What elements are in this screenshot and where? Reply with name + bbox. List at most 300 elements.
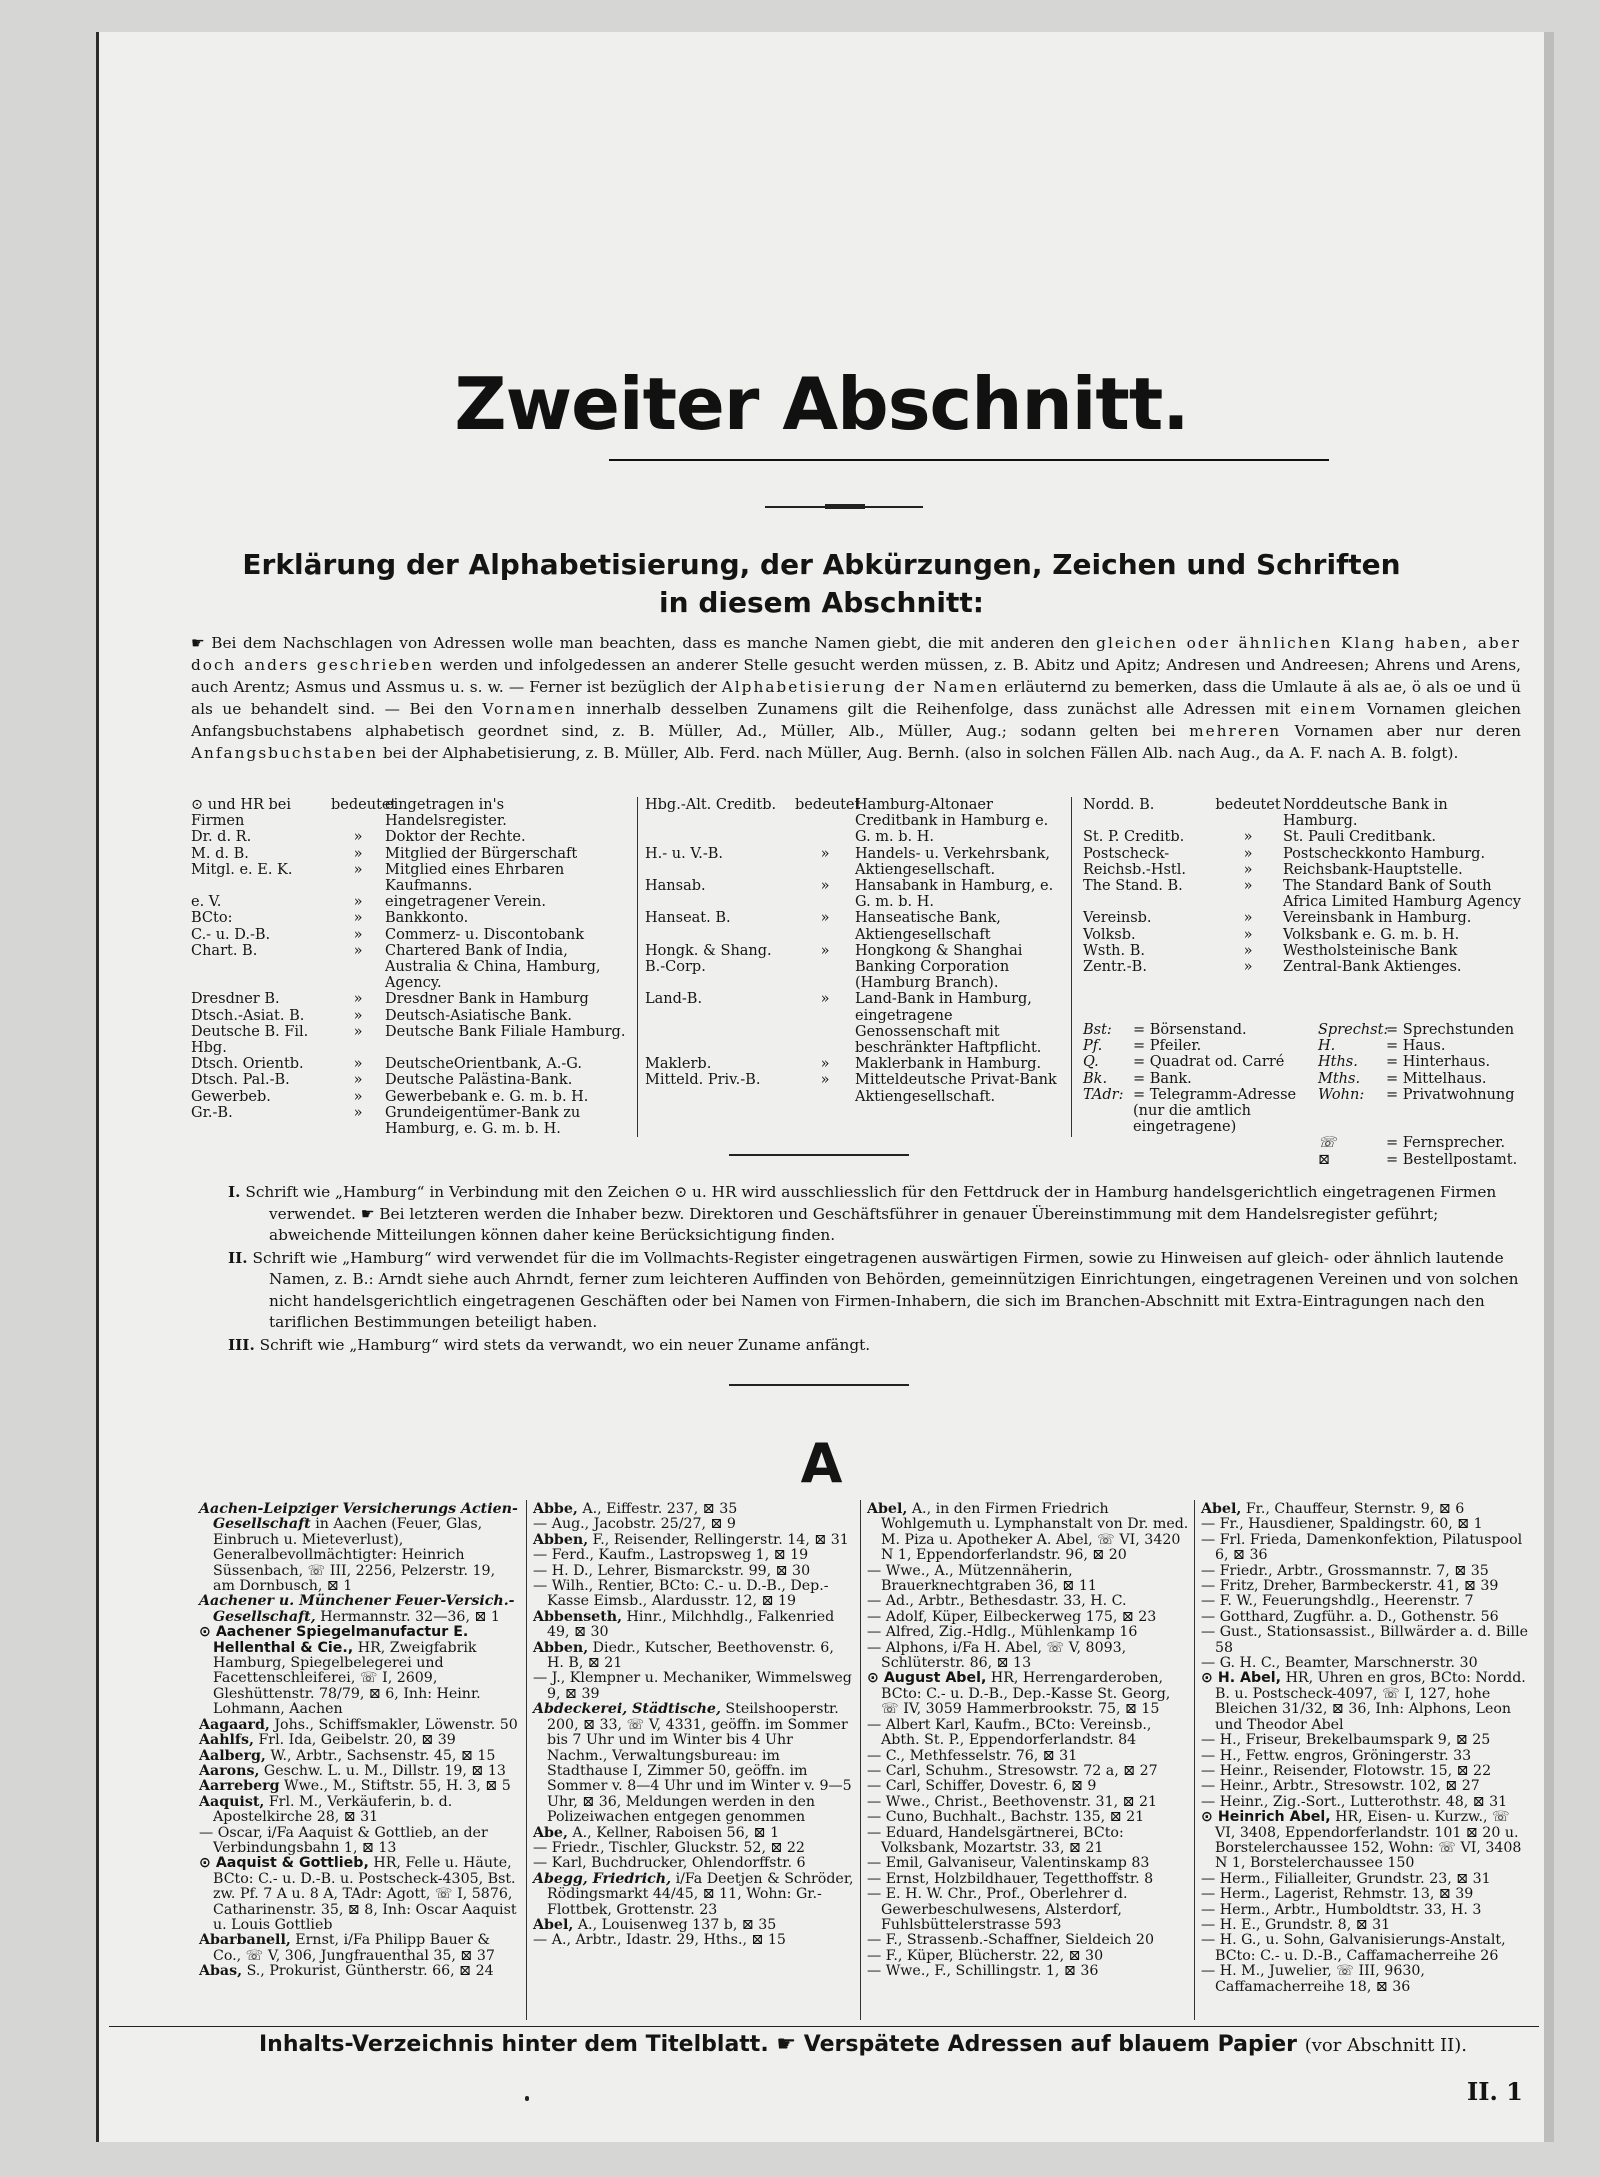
entry-details: — Gust., Stationsassist., Billwärder a. d. Bille 58 bbox=[1201, 1624, 1529, 1656]
abbreviation-meaning-marker: » bbox=[820, 878, 830, 895]
abbreviation-value: Mitglied der Bürgerschaft bbox=[385, 845, 578, 862]
entry-details: i/Fa Deetjen & Schröder, Rödingsmarkt 44/45, ⊠ 11, Wohn: Gr.-Flottbek, Grottenstr. 23 bbox=[547, 1870, 854, 1918]
abbreviation-key: C.- u. D.-B. bbox=[191, 926, 271, 943]
entry-details: Ernst, i/Fa Philipp Bauer & Co., ☏ V, 306, Jungfrauenthal 35, ⊠ 37 bbox=[213, 1932, 495, 1964]
directory-entry bbox=[533, 1872, 855, 1918]
entry-details: — Emil, Galvaniseur, Valentinskamp 83 bbox=[867, 1855, 1150, 1872]
entry-name: ⊙ August Abel, bbox=[867, 1670, 987, 1687]
symbol-key: Pf. bbox=[1083, 1038, 1103, 1055]
abbreviation-key: Mitteld. Priv.-B. bbox=[645, 1072, 761, 1089]
abbreviation-key: Dtsch.-Asiat. B. bbox=[191, 1007, 305, 1024]
directory-entry bbox=[867, 1779, 1189, 1794]
column-separator bbox=[1071, 797, 1072, 1137]
abbreviation-value: Grundeigentümer-Bank zu Hamburg, e. G. m. b. H. bbox=[385, 1104, 581, 1138]
symbol-value: = Pfeiler. bbox=[1133, 1038, 1202, 1055]
entry-details: — H. E., Grundstr. 8, ⊠ 31 bbox=[1201, 1916, 1391, 1933]
explanation-heading-line1: Erklärung der Alphabetisierung, der Abkürzungen, Zeichen und Schriften bbox=[242, 548, 1401, 581]
entry-details: — Wwe., Christ., Beethovenstr. 31, ⊠ 21 bbox=[867, 1793, 1158, 1810]
directory-entry bbox=[533, 1671, 855, 1702]
entry-details: — A., Arbtr., Idastr. 29, Hths., ⊠ 15 bbox=[533, 1932, 786, 1949]
intro-text-5-spaced: mehreren bbox=[1189, 722, 1282, 740]
abbreviation-value: DeutscheOrientbank, A.-G. bbox=[385, 1056, 582, 1073]
abbreviation-row bbox=[1083, 959, 1523, 975]
entry-details: — Adolf, Küper, Eilbeckerweg 175, ⊠ 23 bbox=[867, 1608, 1157, 1625]
intro-text-5: Vornamen gleichen Anfangsbuchstabens alphabetisch geordnet sind, z. B. Müller, Ad., Müller, Alb., Müller, Aug.; sodann gelten bei bbox=[191, 700, 1521, 740]
entry-name: Abbe, bbox=[533, 1501, 578, 1517]
abbreviation-key: Hongk. & Shang. B.-Corp. bbox=[645, 942, 772, 976]
entry-name: Abe, bbox=[533, 1824, 568, 1841]
abbreviation-key: Nordd. B. bbox=[1083, 797, 1155, 813]
directory-entry bbox=[533, 1856, 855, 1871]
directory-entry bbox=[199, 1733, 521, 1748]
entry-details: — Friedr., Arbtr., Grossmannstr. 7, ⊠ 35 bbox=[1201, 1562, 1489, 1579]
entry-name: Aahlfs, bbox=[199, 1732, 254, 1749]
divider-right bbox=[865, 506, 923, 508]
typeface-rule-3 bbox=[228, 1335, 1523, 1357]
abbreviation-value: Handels- u. Verkehrsbank, Aktiengesellschaft. bbox=[855, 845, 1051, 878]
entry-name: Abdeckerei, Städtische, bbox=[533, 1701, 721, 1718]
entry-details: Fr., Chauffeur, Sternstr. 9, ⊠ 6 bbox=[1245, 1501, 1465, 1517]
abbreviation-value: Deutsche Palästina-Bank. bbox=[385, 1072, 573, 1089]
abbreviation-meaning-marker: bedeutet bbox=[1215, 797, 1281, 813]
directory-entry bbox=[867, 1564, 1189, 1595]
directory-entry bbox=[1201, 1795, 1531, 1810]
abbreviation-row bbox=[191, 1024, 629, 1056]
entry-details: — Albert Karl, Kaufm., BCto: Vereinsb., Abth. St. P., Eppendorferlandstr. 84 bbox=[867, 1716, 1152, 1749]
abbreviation-key: Dresdner B. bbox=[191, 991, 280, 1008]
abbreviation-meaning-marker: bedeutet bbox=[331, 797, 397, 813]
directory-column-2 bbox=[533, 1502, 855, 1949]
document-page bbox=[96, 32, 1544, 2142]
entry-details: — F., Strassenb.-Schaffner, Sieldeich 20 bbox=[867, 1932, 1154, 1949]
abbreviation-value: Doktor der Rechte. bbox=[385, 829, 526, 846]
abbreviation-key: Wsth. B. bbox=[1083, 942, 1145, 959]
intro-text-4-spaced: einem bbox=[1300, 700, 1358, 718]
abbreviation-value: Reichsbank-Hauptstelle. bbox=[1283, 861, 1463, 878]
abbreviation-value: eingetragen in's Handelsregister. bbox=[385, 797, 507, 830]
intro-text-6: Vornamen aber nur deren bbox=[1294, 722, 1521, 740]
abbreviation-value: Postscheckkonto Hamburg. bbox=[1283, 845, 1486, 862]
abbreviation-meaning-marker: bedeutet bbox=[795, 797, 861, 813]
entry-details: — Cuno, Buchhalt., Bachstr. 135, ⊠ 21 bbox=[867, 1809, 1145, 1826]
rule-3-label: III. bbox=[228, 1335, 255, 1354]
entry-details: HR, Eisen- u. Kurzw., ☏ VI, 3408, Eppendorferlandstr. 101 ⊠ 20 u. Borstelerchaussee 152, Wohn: ☏ VI, 3408 N 1, Borstelerchaussee 150 bbox=[1215, 1809, 1522, 1872]
abbreviation-meaning-marker: » bbox=[1243, 910, 1253, 927]
explanation-heading-line2: in diesem Abschnitt: bbox=[659, 586, 984, 619]
entry-details: Frl. M., Verkäuferin, b. d. Apostelkirche 28, ⊠ 31 bbox=[213, 1793, 453, 1826]
directory-entry bbox=[199, 1502, 521, 1594]
symbol-row bbox=[1083, 1022, 1523, 1038]
abbreviation-meaning-marker: » bbox=[353, 894, 363, 911]
directory-column-3 bbox=[867, 1502, 1189, 1980]
entry-details: Hinr., Milchhdlg., Falkenried 49, ⊠ 30 bbox=[547, 1608, 835, 1641]
directory-entry bbox=[533, 1702, 855, 1825]
abbreviation-row bbox=[191, 1105, 629, 1137]
abbreviation-key: Mitgl. e. E. K. bbox=[191, 861, 293, 878]
entry-details: Geschw. L. u. M., Dillstr. 19, ⊠ 13 bbox=[263, 1762, 506, 1779]
directory-entry bbox=[1201, 1733, 1531, 1748]
abbreviation-meaning-marker: » bbox=[820, 1072, 830, 1089]
directory-entry bbox=[1201, 1671, 1531, 1733]
typeface-rule-1 bbox=[228, 1182, 1523, 1247]
entry-details: — Alfred, Zig.-Hdlg., Mühlenkamp 16 bbox=[867, 1624, 1138, 1641]
abbreviation-value: Vereinsbank in Hamburg. bbox=[1283, 910, 1472, 927]
abbreviation-value: Hanseatische Bank, Aktiengesellschaft bbox=[855, 910, 1001, 943]
entry-details: — Frl. Frieda, Damenkonfektion, Pilatuspool 6, ⊠ 36 bbox=[1201, 1531, 1523, 1564]
abbreviation-key: The Stand. B. bbox=[1083, 878, 1183, 895]
abbreviation-row bbox=[645, 846, 1065, 878]
abbreviation-value: Deutsche Bank Filiale Hamburg. bbox=[385, 1023, 626, 1040]
directory-entry bbox=[867, 1594, 1189, 1609]
symbol-key: Hths. bbox=[1318, 1054, 1358, 1071]
abbreviation-key: Hbg.-Alt. Creditb. bbox=[645, 797, 777, 813]
entry-details: — Alphons, i/Fa H. Abel, ☏ V, 8093, Schlüterstr. 86, ⊠ 13 bbox=[867, 1639, 1127, 1672]
directory-entry bbox=[533, 1610, 855, 1641]
abbreviation-row bbox=[191, 846, 629, 862]
abbreviation-row bbox=[645, 878, 1065, 910]
column-separator bbox=[860, 1500, 861, 2020]
entry-name: ⊙ H. Abel, bbox=[1201, 1670, 1282, 1687]
abbreviation-row bbox=[191, 797, 629, 829]
entry-details: — Wwe., F., Schillingstr. 1, ⊠ 36 bbox=[867, 1963, 1099, 1980]
page-edge-shadow bbox=[1544, 32, 1554, 2142]
abbreviation-row bbox=[1083, 878, 1523, 910]
abbreviation-row bbox=[645, 991, 1065, 1056]
column-separator bbox=[637, 797, 638, 1137]
symbol-value: = Haus. bbox=[1386, 1038, 1446, 1055]
abbreviation-key: Land-B. bbox=[645, 991, 703, 1008]
entry-details: — Herm., Arbtr., Humboldtstr. 33, H. 3 bbox=[1201, 1901, 1482, 1918]
directory-entry bbox=[1201, 1872, 1531, 1887]
directory-column-1 bbox=[199, 1502, 521, 1980]
abbreviation-row bbox=[1083, 862, 1523, 878]
entry-name: ⊙ Aaquist & Gottlieb, bbox=[199, 1855, 369, 1872]
directory-entry bbox=[1201, 1764, 1531, 1779]
abbreviation-row bbox=[191, 943, 629, 992]
symbol-key: Wohn: bbox=[1318, 1086, 1365, 1103]
abbreviation-meaning-marker: » bbox=[1243, 845, 1253, 862]
abbreviation-meaning-marker: » bbox=[820, 910, 830, 927]
divider-rule bbox=[729, 1154, 909, 1156]
abbreviation-row bbox=[645, 1056, 1065, 1072]
entry-details: — C., Methfesselstr. 76, ⊠ 31 bbox=[867, 1747, 1078, 1764]
page-number: II. 1 bbox=[1467, 2077, 1523, 2106]
intro-text-7: bei der Alphabetisierung, z. B. Müller, Alb. Ferd. nach Müller, Aug. Bernh. (also in solchen Fällen Alb. nach Aug., da A. F. nach A. B. folgt). bbox=[382, 744, 1459, 762]
directory-entry bbox=[533, 1564, 855, 1579]
directory-entry bbox=[1201, 1594, 1531, 1609]
abbreviation-key: Vereinsb. bbox=[1083, 910, 1152, 927]
footer-left-text: Inhalts-Verzeichnis hinter dem Titelblatt. bbox=[259, 2032, 769, 2057]
abbreviation-meaning-marker: » bbox=[1243, 861, 1253, 878]
abbreviation-key: H.- u. V.-B. bbox=[645, 845, 724, 862]
abbreviation-meaning-marker: » bbox=[1243, 926, 1253, 943]
abbreviation-meaning-marker: » bbox=[1243, 878, 1253, 895]
entry-name: ⊙ Heinrich Abel, bbox=[1201, 1809, 1331, 1826]
abbreviation-key: Reichsb.-Hstl. bbox=[1083, 861, 1186, 878]
abbreviation-key: Dtsch. Orientb. bbox=[191, 1056, 304, 1073]
abbreviation-key: Volksb. bbox=[1083, 926, 1136, 943]
entry-details: — Ernst, Holzbildhauer, Tegetthoffstr. 8 bbox=[867, 1870, 1154, 1887]
column-separator bbox=[526, 1500, 527, 2020]
divider-center bbox=[825, 504, 865, 509]
symbol-value: = Privatwohnung bbox=[1386, 1086, 1515, 1103]
directory-entry bbox=[533, 1517, 855, 1532]
entry-name: Abegg, Friedrich, bbox=[533, 1870, 672, 1887]
symbol-value bbox=[1133, 1135, 1318, 1151]
abbreviation-meaning-marker: » bbox=[820, 845, 830, 862]
entry-details: — Friedr., Tischler, Gluckstr. 52, ⊠ 22 bbox=[533, 1839, 805, 1856]
abbreviation-meaning-marker: » bbox=[353, 942, 363, 959]
footer-rule bbox=[109, 2026, 1539, 2027]
directory-column-4 bbox=[1201, 1502, 1531, 1995]
abbreviation-meaning-marker: » bbox=[353, 1072, 363, 1089]
entry-details: — H. G., u. Sohn, Galvanisierungs-Anstalt, BCto: C.- u. D.-B., Caffamacherreihe 26 bbox=[1201, 1932, 1506, 1964]
abbreviation-row bbox=[191, 1072, 629, 1088]
directory-entry bbox=[199, 1594, 521, 1625]
entry-details: — Gotthard, Zugführ. a. D., Gothenstr. 56 bbox=[1201, 1608, 1499, 1625]
abbreviation-value: Commerz- u. Discontobank bbox=[385, 926, 585, 943]
abbreviation-column-2 bbox=[645, 797, 1065, 1105]
entry-details: — H., Friseur, Brekelbaumspark 9, ⊠ 25 bbox=[1201, 1732, 1491, 1749]
entry-name: Abbenseth, bbox=[533, 1608, 623, 1625]
abbreviation-key: Zentr.-B. bbox=[1083, 959, 1147, 976]
rule-1-text: Schrift wie „Hamburg“ in Verbindung mit den Zeichen ⊙ u. HR wird ausschliesslich für den Fettdruck der in Hamburg handelsgerichtlich eingetragenen Firmen verwendet. ☛ Bei letzteren werden die Inhaber bezw. Direktoren und Geschäftsführer in genauer Übereinstimmung mit dem Handelsregister geführt; abweichende Mitteilungen können daher keine Berücksichtigung finden. bbox=[245, 1183, 1497, 1244]
abbreviation-key: Hansab. bbox=[645, 878, 706, 895]
entry-details: — G. H. C., Beamter, Marschnerstr. 30 bbox=[1201, 1655, 1478, 1672]
directory-entry bbox=[1201, 1933, 1531, 1964]
section-letter: A bbox=[800, 1432, 843, 1495]
entry-details: HR, Felle u. Häute, BCto: C.- u. D.-B. u. Postscheck-4305, Bst. zw. Pf. 7 A u. 8 A, TAdr: Agott, ☏ I, 5876, Catharinenstr. 35, ⊠ 8, Inh: Oscar Aaquist u. Louis Gottlieb bbox=[213, 1855, 517, 1933]
entry-details: Hermannstr. 32—36, ⊠ 1 bbox=[320, 1608, 500, 1625]
directory-entry bbox=[533, 1502, 855, 1517]
abbreviation-key: Postscheck- bbox=[1083, 845, 1170, 862]
abbreviation-row bbox=[191, 1089, 629, 1105]
symbol-row bbox=[1083, 1135, 1523, 1151]
abbreviation-row bbox=[191, 862, 629, 894]
abbreviation-meaning-marker: » bbox=[820, 991, 830, 1008]
entry-details: F., Reisender, Rellingerstr. 14, ⊠ 31 bbox=[592, 1531, 849, 1548]
entry-details: — H., Fettw. engros, Gröningerstr. 33 bbox=[1201, 1747, 1472, 1764]
abbreviation-value: Norddeutsche Bank in Hamburg. bbox=[1283, 797, 1448, 830]
footer-right-text: Verspätete Adressen auf blauem Papier bbox=[803, 2032, 1298, 2057]
entry-details: Wwe., M., Stiftstr. 55, H. 3, ⊠ 5 bbox=[284, 1778, 511, 1795]
symbol-value: = Börsenstand. bbox=[1133, 1022, 1247, 1038]
directory-entry bbox=[867, 1502, 1189, 1564]
abbreviation-column-3 bbox=[1083, 797, 1523, 975]
abbreviation-meaning-marker: » bbox=[353, 1007, 363, 1024]
abbreviation-key: Maklerb. bbox=[645, 1056, 712, 1073]
entry-details: A., Kellner, Raboisen 56, ⊠ 1 bbox=[572, 1824, 780, 1841]
intro-text-2-spaced: Alphabetisierung der Namen bbox=[721, 678, 1000, 696]
directory-entry bbox=[867, 1795, 1189, 1810]
abbreviation-meaning-marker: » bbox=[353, 991, 363, 1008]
abbreviation-row bbox=[645, 797, 1065, 846]
abbreviation-row bbox=[191, 910, 629, 926]
abbreviation-row bbox=[1083, 829, 1523, 845]
abbreviation-key: Dtsch. Pal.-B. bbox=[191, 1072, 290, 1089]
directory-entry bbox=[1201, 1625, 1531, 1656]
abbreviation-row bbox=[1083, 927, 1523, 943]
entry-details: — Wilh., Rentier, BCto: C.- u. D.-B., Dep.-Kasse Eimsb., Alardusstr. 12, ⊠ 19 bbox=[533, 1578, 829, 1610]
entry-details: HR, Herrengarderoben, BCto: C.- u. D.-B., Dep.-Kasse St. Georg, ☏ IV, 3059 Hammerbrookstr. 75, ⊠ 15 bbox=[881, 1670, 1171, 1718]
abbreviation-row bbox=[1083, 943, 1523, 959]
entry-details: — Wwe., A., Mützennäherin, Brauerknechtgraben 36, ⊠ 11 bbox=[867, 1562, 1097, 1595]
intro-text-6-spaced: Anfangsbuchstaben bbox=[191, 744, 379, 762]
directory-entry bbox=[1201, 1610, 1531, 1625]
entry-details: — Carl, Schiffer, Dovestr. 6, ⊠ 9 bbox=[867, 1778, 1097, 1795]
directory-entry bbox=[533, 1933, 855, 1948]
abbreviation-value: Volksbank e. G. m. b. H. bbox=[1283, 926, 1460, 943]
intro-text-4: innerhalb desselben Zunamens gilt die Reihenfolge, dass zunächst alle Adressen mit bbox=[586, 700, 1291, 718]
directory-entry bbox=[867, 1718, 1189, 1749]
entry-name: Abben, bbox=[533, 1639, 589, 1656]
abbreviation-value: Dresdner Bank in Hamburg bbox=[385, 991, 589, 1008]
symbol-row bbox=[1083, 1054, 1523, 1070]
directory-entry bbox=[533, 1841, 855, 1856]
entry-details: — Karl, Buchdrucker, Ohlendorffstr. 6 bbox=[533, 1855, 806, 1872]
directory-entry bbox=[1201, 1903, 1531, 1918]
directory-entry bbox=[1201, 1779, 1531, 1794]
entry-details: A., Eiffestr. 237, ⊠ 35 bbox=[582, 1501, 738, 1517]
entry-details: — E. H. W. Chr., Prof., Oberlehrer d. Gewerbeschulwesens, Alsterdorf, Fuhlsbüttelerstrasse 593 bbox=[867, 1886, 1128, 1933]
entry-name: Abel, bbox=[533, 1916, 574, 1933]
symbol-row bbox=[1083, 1152, 1523, 1168]
directory-entry bbox=[199, 1764, 521, 1779]
directory-entry bbox=[1201, 1564, 1531, 1579]
directory-entry bbox=[867, 1826, 1189, 1857]
symbol-value: = Bestellpostamt. bbox=[1386, 1151, 1518, 1168]
entry-name: Aaquist, bbox=[199, 1793, 265, 1810]
symbol-row bbox=[1083, 1071, 1523, 1087]
directory-entry bbox=[1201, 1964, 1531, 1995]
entry-name: Abas, bbox=[199, 1963, 243, 1980]
abbreviation-meaning-marker: » bbox=[1243, 959, 1253, 976]
abbreviation-value: Mitteldeutsche Privat-Bank Aktiengesellschaft. bbox=[855, 1072, 1057, 1105]
entry-name: Aachen-Leipziger Versicherungs Actien-Gesellschaft bbox=[199, 1501, 518, 1533]
abbreviation-value: Land-Bank in Hamburg, eingetragene Genossenschaft mit beschränkter Haftpflicht. bbox=[855, 991, 1042, 1057]
entry-details: — H. D., Lehrer, Bismarckstr. 99, ⊠ 30 bbox=[533, 1562, 811, 1579]
rule-3-text: Schrift wie „Hamburg“ wird stets da verwandt, wo ein neuer Zuname anfängt. bbox=[259, 1335, 871, 1354]
symbol-key bbox=[1083, 1152, 1133, 1168]
symbol-key: Q. bbox=[1083, 1054, 1099, 1071]
directory-entry bbox=[199, 1779, 521, 1794]
symbol-key: Bk. bbox=[1083, 1070, 1108, 1087]
entry-details: — Herm., Lagerist, Rehmstr. 13, ⊠ 39 bbox=[1201, 1886, 1474, 1903]
entry-details: S., Prokurist, Güntherstr. 66, ⊠ 24 bbox=[246, 1963, 494, 1980]
entry-details: — Aug., Jacobstr. 25/27, ⊠ 9 bbox=[533, 1516, 736, 1533]
symbol-row bbox=[1083, 1087, 1523, 1136]
symbol-key: H. bbox=[1318, 1038, 1336, 1055]
abbreviation-value: Mitglied eines Ehrbaren Kaufmanns. bbox=[385, 861, 565, 895]
abbreviation-meaning-marker: » bbox=[820, 942, 830, 959]
abbreviation-row bbox=[191, 829, 629, 845]
entry-name: ⊙ Aachener Spiegelmanufactur E. Hellenthal & Cie., bbox=[199, 1624, 469, 1656]
abbreviation-row bbox=[191, 1008, 629, 1024]
symbol-key: Mths. bbox=[1318, 1070, 1361, 1087]
entry-details: A., Louisenweg 137 b, ⊠ 35 bbox=[577, 1916, 777, 1933]
directory-entry bbox=[1201, 1887, 1531, 1902]
entry-name: Aalberg, bbox=[199, 1747, 266, 1764]
entry-details: — Herm., Filialleiter, Grundstr. 23, ⊠ 31 bbox=[1201, 1870, 1491, 1887]
entry-details: — Eduard, Handelsgärtnerei, BCto: Volksbank, Mozartstr. 33, ⊠ 21 bbox=[867, 1824, 1124, 1856]
divider-left bbox=[765, 506, 825, 508]
column-separator bbox=[1194, 1500, 1195, 2020]
intro-paragraph bbox=[191, 632, 1521, 764]
abbreviation-symbols bbox=[1083, 1022, 1523, 1168]
directory-entry bbox=[1201, 1656, 1531, 1671]
abbreviation-row bbox=[1083, 797, 1523, 829]
symbol-value: = Sprechstunden bbox=[1386, 1022, 1515, 1038]
entry-details: — Ad., Arbtr., Bethesdastr. 33, H. C. bbox=[867, 1593, 1127, 1610]
footer-note bbox=[259, 2032, 1467, 2057]
abbreviation-row bbox=[645, 1072, 1065, 1104]
abbreviation-key: M. d. B. bbox=[191, 845, 249, 862]
entry-details: — Fritz, Dreher, Barmbeckerstr. 41, ⊠ 39 bbox=[1201, 1578, 1499, 1595]
entry-details: Johs., Schiffsmakler, Löwenstr. 50 bbox=[274, 1716, 518, 1733]
directory-entry bbox=[867, 1610, 1189, 1625]
symbol-value bbox=[1133, 1152, 1318, 1168]
entry-details: — Heinr., Reisender, Flotowstr. 15, ⊠ 22 bbox=[1201, 1762, 1492, 1779]
entry-name: Aarons, bbox=[199, 1762, 260, 1779]
directory-entry bbox=[533, 1918, 855, 1933]
entry-details: in Aachen (Feuer, Glas, Einbruch u. Mieteverlust), Generalbevollmächtigter: Heinrich Süssenbach, ☏ III, 2256, Pelzerstr. 19, am Dornbusch, ⊠ 1 bbox=[213, 1516, 496, 1595]
entry-details: Diedr., Kutscher, Beethovenstr. 6, H. B, ⊠ 21 bbox=[547, 1639, 834, 1672]
directory-entry bbox=[199, 1933, 521, 1964]
entry-name: Aarreberg bbox=[199, 1778, 280, 1795]
directory-entry bbox=[199, 1718, 521, 1733]
directory-entry bbox=[867, 1872, 1189, 1887]
abbreviation-key: BCto: bbox=[191, 910, 233, 927]
symbol-value: = Fernsprecher. bbox=[1386, 1135, 1506, 1152]
intro-text-1: Bei dem Nachschlagen von Adressen wolle man beachten, dass es manche Namen giebt, die mit anderen den bbox=[211, 634, 1090, 652]
intro-text-3-spaced: Vornamen bbox=[482, 700, 577, 718]
abbreviation-column-1 bbox=[191, 797, 629, 1137]
directory-entry bbox=[1201, 1502, 1531, 1517]
abbreviation-value: Hansabank in Hamburg, e. G. m. b. H. bbox=[855, 878, 1054, 911]
abbreviation-meaning-marker: » bbox=[1243, 829, 1253, 846]
directory-entry bbox=[199, 1749, 521, 1764]
abbreviation-value: Maklerbank in Hamburg. bbox=[855, 1056, 1042, 1073]
entry-details: W., Arbtr., Sachsenstr. 45, ⊠ 15 bbox=[270, 1747, 496, 1764]
entry-details: Frl. Ida, Geibelstr. 20, ⊠ 39 bbox=[258, 1732, 456, 1749]
directory-entry bbox=[1201, 1918, 1531, 1933]
directory-entry bbox=[1201, 1533, 1531, 1564]
directory-entry bbox=[533, 1579, 855, 1610]
abbreviation-meaning-marker: » bbox=[353, 845, 363, 862]
pointing-hand-icon: ☛ bbox=[191, 634, 205, 652]
entry-details: HR, Zweigfabrik Hamburg, Spiegelbelegerei und Facettenschleiferei, ☏ I, 2609, Gleshüttenstr. 78/79, ⊠ 6, Inh: Heinr. Lohmann, Aachen bbox=[213, 1639, 481, 1718]
abbreviation-meaning-marker: » bbox=[353, 829, 363, 846]
typeface-rule-2 bbox=[228, 1248, 1523, 1334]
entry-details: — F. W., Feuerungshdlg., Heerenstr. 7 bbox=[1201, 1593, 1474, 1610]
directory-entry bbox=[533, 1548, 855, 1563]
abbreviation-key: e. V. bbox=[191, 894, 222, 911]
abbreviation-value: Zentral-Bank Aktienges. bbox=[1283, 959, 1462, 976]
intro-text-1-spaced: gleichen oder ähnlichen Klang haben, aber doch anders geschrieben bbox=[191, 634, 1521, 674]
abbreviation-value: Hamburg-Altonaer Creditbank in Hamburg e. G. m. b. H. bbox=[855, 797, 1049, 846]
abbreviation-meaning-marker: » bbox=[353, 926, 363, 943]
abbreviation-key: ⊙ und HR bei Firmen bbox=[191, 797, 291, 830]
abbreviation-value: eingetragener Verein. bbox=[385, 894, 546, 911]
entry-details: — Heinr., Zig.-Sort., Lutterothstr. 48, ⊠ 31 bbox=[1201, 1793, 1508, 1810]
entry-details: — Oscar, i/Fa Aaquist & Gottlieb, an der Verbindungsbahn 1, ⊠ 13 bbox=[199, 1824, 488, 1856]
abbreviation-row bbox=[191, 927, 629, 943]
entry-details: — Fr., Hausdiener, Spaldingstr. 60, ⊠ 1 bbox=[1201, 1516, 1483, 1533]
section-title: Zweiter Abschnitt. bbox=[454, 362, 1189, 446]
abbreviation-meaning-marker: » bbox=[353, 1056, 363, 1073]
abbreviation-row bbox=[645, 910, 1065, 942]
entry-name: Abel, bbox=[867, 1501, 908, 1517]
